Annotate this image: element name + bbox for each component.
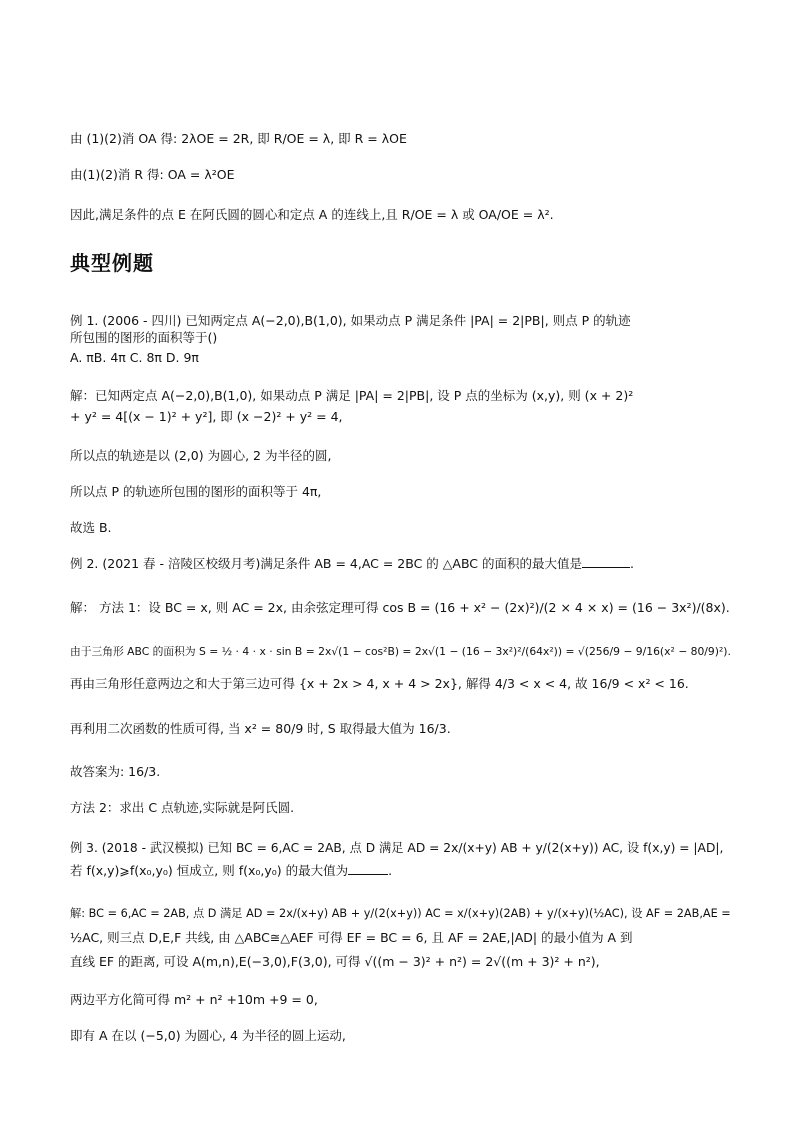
example-2-solution-line: 故答案为: 16/3.: [70, 764, 161, 779]
example-3-stem-end: .: [388, 863, 393, 878]
example-1-solution-line: + y² = 4[(x − 1)² + y²], 即 (x −2)² + y² = 4,: [70, 409, 343, 424]
example-1-solution-line: 所以点的轨迹是以 (2,0) 为圆心, 2 为半径的圆,: [70, 448, 332, 463]
example-2-stem-text: 例 2. (2021 春 - 涪陵区校级月考)满足条件 AB = 4,AC = 2BC 的 △ABC 的面积的最大值是: [70, 556, 583, 571]
example-3-solution-line: 直线 EF 的距离, 可设 A(m,n),E(−3,0),F(3,0), 可得 √((m − 3)² + n²) = 2√((m + 3)² + n²),: [70, 954, 600, 969]
example-1-solution-line: 故选 B.: [70, 520, 112, 535]
example-2-solution-line: 方法 2：求出 C 点轨迹,实际就是阿氏圆.: [70, 800, 295, 815]
text-line: 由 (1)(2)消 OA 得: 2λOE = 2R, 即 R/OE = λ, 即 R = λOE: [70, 131, 407, 146]
text-line: 因此,满足条件的点 E 在阿氏圆的圆心和定点 A 的连线上,且 R/OE = λ 或 OA/OE = λ².: [70, 207, 554, 222]
example-2-solution-line: 由于三角形 ABC 的面积为 S = ½ · 4 · x · sin B = 2x√(1 − cos²B) = 2x√(1 − (16 − 3x²)²/(64x²)) = √(256/9 − 9/16(x² − 80/9)²).: [70, 645, 731, 658]
example-3-stem: 例 3. (2018 - 武汉模拟) 已知 BC = 6,AC = 2AB, 点 D 满足 AD = 2x/(x+y) AB + y/(2(x+y)) AC, 设 f(x,y) = |AD|,: [70, 841, 724, 855]
answer-blank: [582, 567, 630, 568]
section-heading: 典型例题: [70, 251, 154, 275]
example-2-stem: [70, 556, 730, 572]
example-2-solution-line: 再由三角形任意两边之和大于第三边可得 {x + 2x > 4, x + 4 > 2x}, 解得 4/3 < x < 4, 故 16/9 < x² < 16.: [70, 676, 689, 691]
example-1-stem: 例 1. (2006 - 四川) 已知两定点 A(−2,0),B(1,0), 如果动点 P 满足条件 |PA| = 2|PB|, 则点 P 的轨迹: [70, 313, 631, 328]
example-1-options: A. πB. 4π C. 8π D. 9π: [70, 350, 199, 365]
answer-blank: [348, 874, 388, 875]
example-2-stem-end: .: [630, 556, 634, 571]
example-3-solution-line: 两边平方化简可得 m² + n² +10m +9 = 0,: [70, 992, 318, 1007]
example-3-stem-cont: [70, 863, 730, 879]
example-3-stem-text: 若 f(x,y)⩾f(x₀,y₀) 恒成立, 则 f(x₀,y₀) 的最大值为: [70, 863, 349, 878]
example-2-solution-line: 解： 方法 1：设 BC = x, 则 AC = 2x, 由余弦定理可得 cos B = (16 + x² − (2x)²)/(2 × 4 × x) = (16 − 3x²)/(8x).: [70, 600, 730, 615]
example-3-solution-line: 即有 A 在以 (−5,0) 为圆心, 4 为半径的圆上运动,: [70, 1028, 346, 1043]
example-3-solution-line: ½AC, 则三点 D,E,F 共线, 由 △ABC≅△AEF 可得 EF = BC = 6, 且 AF = 2AE,|AD| 的最小值为 A 到: [70, 930, 633, 945]
example-3-solution-line: 解: BC = 6,AC = 2AB, 点 D 满足 AD = 2x/(x+y) AB + y/(2(x+y)) AC = x/(x+y)(2AB) + y/(x+y)(½AC), 设 AF = 2AB,AE =: [70, 907, 731, 920]
example-1-solution-line: 解：已知两定点 A(−2,0),B(1,0), 如果动点 P 满足 |PA| = 2|PB|, 设 P 点的坐标为 (x,y), 则 (x + 2)²: [70, 388, 634, 403]
text-line: 由(1)(2)消 R 得: OA = λ²OE: [70, 167, 235, 182]
example-2-solution-line: 再利用二次函数的性质可得, 当 x² = 80/9 时, S 取得最大值为 16/3.: [70, 721, 451, 736]
example-1-solution-line: 所以点 P 的轨迹所包围的图形的面积等于 4π,: [70, 484, 322, 499]
example-1-stem-cont: 所包围的图形的面积等于(): [70, 330, 218, 345]
